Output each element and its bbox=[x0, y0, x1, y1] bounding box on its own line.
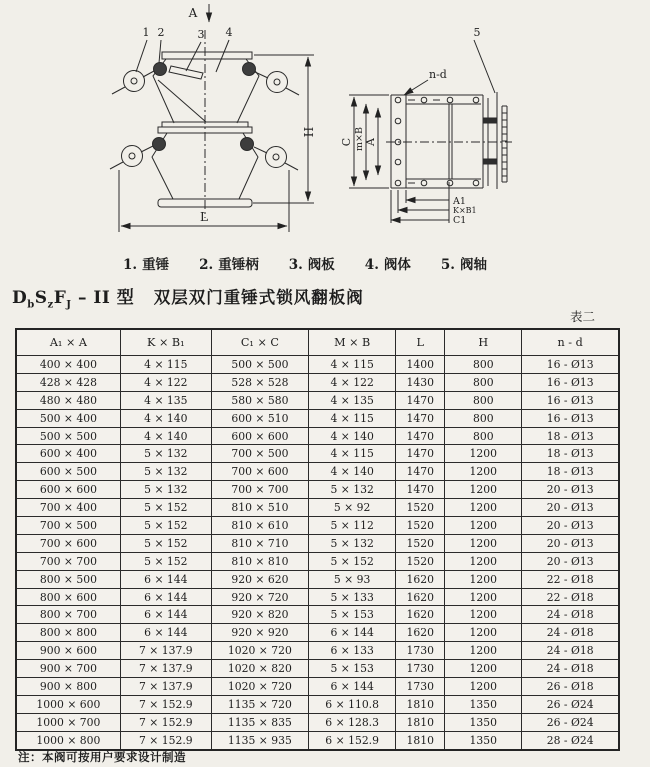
spec-cell: 22 - Ø18 bbox=[522, 588, 619, 606]
spec-cell: 7 × 152.9 bbox=[120, 695, 211, 713]
parts-legend bbox=[0, 253, 610, 273]
spec-cell: 1470 bbox=[396, 481, 445, 499]
leader-line-4 bbox=[216, 40, 229, 72]
spec-cell: 810 × 810 bbox=[211, 552, 308, 570]
spec-cell: 6 × 144 bbox=[120, 624, 211, 642]
legend-item-label: 阀轴 bbox=[459, 257, 487, 273]
spec-cell: 1520 bbox=[396, 534, 445, 552]
spec-cell: 1400 bbox=[396, 356, 445, 374]
spec-cell: 480 × 480 bbox=[16, 391, 120, 409]
spec-cell: 900 × 600 bbox=[16, 642, 120, 660]
spec-cell: 1020 × 820 bbox=[211, 660, 308, 678]
spec-cell: 6 × 144 bbox=[308, 678, 395, 696]
spec-cell: 20 - Ø13 bbox=[522, 481, 619, 499]
dim-label-a1: A1 bbox=[453, 196, 466, 207]
spec-cell: 800 × 500 bbox=[16, 570, 120, 588]
spec-cell: 1200 bbox=[445, 606, 522, 624]
spec-cell: 20 - Ø13 bbox=[522, 517, 619, 535]
spec-cell: 7 × 137.9 bbox=[120, 678, 211, 696]
table-row bbox=[16, 588, 619, 606]
spec-cell: 1620 bbox=[396, 624, 445, 642]
spec-cell: 1520 bbox=[396, 552, 445, 570]
leader-line-5 bbox=[474, 40, 495, 93]
column-header: C₁ × C bbox=[211, 329, 308, 356]
spec-cell: 7 × 152.9 bbox=[120, 731, 211, 749]
spec-cell: 7 × 137.9 bbox=[120, 660, 211, 678]
spec-cell: 800 bbox=[445, 409, 522, 427]
spec-cell: 18 - Ø13 bbox=[522, 427, 619, 445]
leader-line-2 bbox=[159, 40, 161, 63]
spec-cell: 5 × 153 bbox=[308, 660, 395, 678]
spec-cell: 810 × 610 bbox=[211, 517, 308, 535]
column-header: H bbox=[445, 329, 522, 356]
spec-cell: 580 × 580 bbox=[211, 391, 308, 409]
spec-cell: 5 × 153 bbox=[308, 606, 395, 624]
spec-cell: 4 × 140 bbox=[120, 427, 211, 445]
spec-cell: 1810 bbox=[396, 713, 445, 731]
spec-cell: 26 - Ø24 bbox=[522, 695, 619, 713]
spec-cell: 1620 bbox=[396, 606, 445, 624]
spec-cell: 16 - Ø13 bbox=[522, 356, 619, 374]
dim-label-l: L bbox=[200, 210, 208, 224]
pivot-shaft-top-right bbox=[243, 63, 256, 76]
spec-cell: 22 - Ø18 bbox=[522, 570, 619, 588]
counterweight-bottom-left bbox=[110, 146, 153, 170]
spec-cell: 800 × 600 bbox=[16, 588, 120, 606]
spec-cell: 600 × 510 bbox=[211, 409, 308, 427]
table-row bbox=[16, 624, 619, 642]
table-row bbox=[16, 409, 619, 427]
spec-cell: 6 × 133 bbox=[308, 642, 395, 660]
table-row bbox=[16, 356, 619, 374]
spec-cell: 1350 bbox=[445, 695, 522, 713]
model-suffix: – II 型 bbox=[71, 288, 135, 308]
column-header: M × B bbox=[308, 329, 395, 356]
spec-cell: 600 × 500 bbox=[16, 463, 120, 481]
spec-cell: 1000 × 800 bbox=[16, 731, 120, 749]
spec-cell: 5 × 152 bbox=[308, 552, 395, 570]
spec-cell: 20 - Ø13 bbox=[522, 499, 619, 517]
spec-cell: 1730 bbox=[396, 660, 445, 678]
spec-cell: 4 × 115 bbox=[308, 445, 395, 463]
bearing-block-lower bbox=[483, 159, 497, 164]
legend-item bbox=[199, 253, 259, 273]
section-arrow-label: A bbox=[188, 6, 198, 20]
spec-cell: 1200 bbox=[445, 481, 522, 499]
spec-cell: 600 × 400 bbox=[16, 445, 120, 463]
spec-cell: 1470 bbox=[396, 463, 445, 481]
spec-cell: 700 × 500 bbox=[211, 445, 308, 463]
spec-cell: 920 × 820 bbox=[211, 606, 308, 624]
legend-item bbox=[441, 253, 487, 273]
spec-cell: 1470 bbox=[396, 445, 445, 463]
spec-cell: 5 × 132 bbox=[308, 534, 395, 552]
spec-cell: 1200 bbox=[445, 499, 522, 517]
column-header: K × B₁ bbox=[120, 329, 211, 356]
spec-cell: 5 × 93 bbox=[308, 570, 395, 588]
dim-label-c1: C1 bbox=[453, 215, 467, 226]
bearing-block-upper bbox=[483, 118, 497, 123]
spec-table-body bbox=[16, 356, 619, 750]
spec-cell: 4 × 135 bbox=[120, 391, 211, 409]
spec-cell: 1020 × 720 bbox=[211, 642, 308, 660]
dim-label-c: C bbox=[340, 137, 353, 147]
spec-cell: 800 × 700 bbox=[16, 606, 120, 624]
spec-cell: 4 × 140 bbox=[120, 409, 211, 427]
table-row bbox=[16, 570, 619, 588]
part-label-2: 2 bbox=[157, 26, 165, 39]
spec-cell: 800 bbox=[445, 373, 522, 391]
model-letter: S bbox=[34, 288, 48, 308]
spec-cell: 1200 bbox=[445, 624, 522, 642]
spec-cell: 5 × 92 bbox=[308, 499, 395, 517]
spec-cell: 26 - Ø24 bbox=[522, 713, 619, 731]
spec-cell: 24 - Ø18 bbox=[522, 606, 619, 624]
legend-item-number: 2. bbox=[199, 257, 214, 273]
spec-cell: 1000 × 700 bbox=[16, 713, 120, 731]
pivot-shaft-bottom-left bbox=[153, 138, 166, 151]
table-row bbox=[16, 373, 619, 391]
legend-item bbox=[123, 253, 169, 273]
spec-cell: 4 × 135 bbox=[308, 391, 395, 409]
spec-cell: 1200 bbox=[445, 534, 522, 552]
spec-cell: 1135 × 935 bbox=[211, 731, 308, 749]
spec-cell: 5 × 152 bbox=[120, 499, 211, 517]
spec-cell: 6 × 144 bbox=[120, 570, 211, 588]
table-row bbox=[16, 678, 619, 696]
spec-cell: 1620 bbox=[396, 588, 445, 606]
spec-cell: 700 × 400 bbox=[16, 499, 120, 517]
spec-cell: 1730 bbox=[396, 642, 445, 660]
spec-cell: 1200 bbox=[445, 588, 522, 606]
spec-cell: 1135 × 835 bbox=[211, 713, 308, 731]
spec-cell: 900 × 700 bbox=[16, 660, 120, 678]
spec-cell: 1470 bbox=[396, 409, 445, 427]
model-subscript: z bbox=[47, 299, 54, 311]
legend-item-number: 5. bbox=[440, 257, 455, 273]
spec-cell: 1200 bbox=[445, 570, 522, 588]
leader-line-1 bbox=[136, 40, 147, 72]
table-row bbox=[16, 481, 619, 499]
pivot-shaft-top-left bbox=[154, 63, 167, 76]
spec-cell: 6 × 152.9 bbox=[308, 731, 395, 749]
spec-cell: 1350 bbox=[445, 713, 522, 731]
spec-cell: 600 × 600 bbox=[211, 427, 308, 445]
spec-cell: 1135 × 720 bbox=[211, 695, 308, 713]
spec-cell: 920 × 620 bbox=[211, 570, 308, 588]
part-label-5: 5 bbox=[473, 26, 481, 39]
part-label-4: 4 bbox=[225, 26, 233, 39]
model-letter: F bbox=[53, 288, 67, 308]
spec-cell: 4 × 122 bbox=[308, 373, 395, 391]
spec-cell: 900 × 800 bbox=[16, 678, 120, 696]
table-row bbox=[16, 445, 619, 463]
spec-cell: 800 bbox=[445, 356, 522, 374]
spec-cell: 7 × 152.9 bbox=[120, 713, 211, 731]
spec-cell: 1620 bbox=[396, 570, 445, 588]
table-row bbox=[16, 731, 619, 749]
spec-table bbox=[15, 328, 620, 751]
spec-cell: 1520 bbox=[396, 517, 445, 535]
spec-cell: 800 × 800 bbox=[16, 624, 120, 642]
spec-cell: 1730 bbox=[396, 678, 445, 696]
table-row bbox=[16, 499, 619, 517]
flap-plate bbox=[169, 66, 203, 79]
spec-cell: 1470 bbox=[396, 391, 445, 409]
spec-cell: 1020 × 720 bbox=[211, 678, 308, 696]
spec-cell: 1200 bbox=[445, 660, 522, 678]
part-label-3: 3 bbox=[197, 28, 205, 41]
counterweight-bottom-right bbox=[254, 147, 298, 171]
part-label-1: 1 bbox=[142, 26, 150, 39]
spec-cell: 700 × 500 bbox=[16, 517, 120, 535]
spec-cell: 1350 bbox=[445, 731, 522, 749]
spec-cell: 920 × 720 bbox=[211, 588, 308, 606]
spec-cell: 20 - Ø13 bbox=[522, 534, 619, 552]
spec-cell: 1000 × 600 bbox=[16, 695, 120, 713]
spec-cell: 5 × 132 bbox=[308, 481, 395, 499]
spec-cell: 700 × 700 bbox=[211, 481, 308, 499]
footer-note: 注：本阀可按用户要求设计制造 bbox=[18, 750, 186, 764]
spec-cell: 1200 bbox=[445, 552, 522, 570]
spec-cell: 16 - Ø13 bbox=[522, 391, 619, 409]
spec-cell: 5 × 132 bbox=[120, 445, 211, 463]
spec-cell: 18 - Ø13 bbox=[522, 445, 619, 463]
legend-item-label: 阀体 bbox=[383, 257, 411, 273]
legend-item bbox=[289, 253, 335, 273]
spec-cell: 24 - Ø18 bbox=[522, 642, 619, 660]
side-view-drawing bbox=[340, 26, 512, 226]
spec-cell: 1200 bbox=[445, 517, 522, 535]
legend-item-label: 重锤柄 bbox=[218, 257, 259, 273]
column-header: A₁ × A bbox=[16, 329, 120, 356]
spec-cell: 4 × 115 bbox=[308, 409, 395, 427]
spec-cell: 4 × 115 bbox=[308, 356, 395, 374]
spec-cell: 810 × 710 bbox=[211, 534, 308, 552]
spec-cell: 1470 bbox=[396, 427, 445, 445]
legend-item-number: 3. bbox=[288, 257, 303, 273]
spec-cell: 800 bbox=[445, 427, 522, 445]
model-designation bbox=[12, 288, 135, 311]
spec-cell: 500 × 400 bbox=[16, 409, 120, 427]
model-subscript: J bbox=[66, 299, 72, 311]
table-row bbox=[16, 534, 619, 552]
column-header: n - d bbox=[522, 329, 619, 356]
counterweight-top-right bbox=[255, 72, 299, 96]
table-row bbox=[16, 517, 619, 535]
spec-cell: 5 × 133 bbox=[308, 588, 395, 606]
spec-cell: 16 - Ø13 bbox=[522, 409, 619, 427]
spec-cell: 28 - Ø24 bbox=[522, 731, 619, 749]
table-row bbox=[16, 463, 619, 481]
spec-cell: 5 × 132 bbox=[120, 463, 211, 481]
legend-item-number: 1. bbox=[123, 257, 138, 273]
spec-cell: 4 × 140 bbox=[308, 427, 395, 445]
spec-cell: 4 × 140 bbox=[308, 463, 395, 481]
table-row bbox=[16, 427, 619, 445]
spec-cell: 1810 bbox=[396, 731, 445, 749]
spec-cell: 500 × 500 bbox=[16, 427, 120, 445]
end-cap-comb bbox=[502, 106, 507, 182]
spec-cell: 6 × 110.8 bbox=[308, 695, 395, 713]
column-header: L bbox=[396, 329, 445, 356]
model-letter: D bbox=[12, 288, 28, 308]
legend-item-label: 阀板 bbox=[307, 257, 335, 273]
spec-cell: 4 × 122 bbox=[120, 373, 211, 391]
spec-cell: 18 - Ø13 bbox=[522, 463, 619, 481]
table-row bbox=[16, 642, 619, 660]
spec-cell: 700 × 700 bbox=[16, 552, 120, 570]
spec-cell: 16 - Ø13 bbox=[522, 373, 619, 391]
spec-cell: 500 × 500 bbox=[211, 356, 308, 374]
spec-cell: 20 - Ø13 bbox=[522, 552, 619, 570]
legend-item-number: 4. bbox=[364, 257, 379, 273]
spec-cell: 1200 bbox=[445, 642, 522, 660]
valve-name: 双层双门重锤式锁风翻板阀 bbox=[153, 288, 364, 307]
legend-item bbox=[365, 253, 411, 273]
top-flange bbox=[162, 52, 252, 59]
spec-cell: 1200 bbox=[445, 678, 522, 696]
spec-cell: 700 × 600 bbox=[16, 534, 120, 552]
spec-cell: 1200 bbox=[445, 445, 522, 463]
page-title bbox=[12, 283, 364, 310]
spec-cell: 1430 bbox=[396, 373, 445, 391]
dim-label-kb1: K×B1 bbox=[453, 206, 477, 215]
spec-cell: 5 × 152 bbox=[120, 534, 211, 552]
dim-label-h: H bbox=[302, 126, 316, 138]
front-view-drawing bbox=[110, 4, 316, 232]
spec-cell: 5 × 132 bbox=[120, 481, 211, 499]
table-row bbox=[16, 695, 619, 713]
model-subscript: b bbox=[27, 299, 35, 311]
spec-cell: 6 × 128.3 bbox=[308, 713, 395, 731]
dim-label-a: A bbox=[364, 138, 377, 146]
nd-leader-arrow bbox=[404, 80, 428, 95]
spec-cell: 5 × 152 bbox=[120, 517, 211, 535]
valve-technical-drawings bbox=[0, 0, 650, 252]
open-flap-line bbox=[158, 80, 206, 122]
spec-cell: 5 × 112 bbox=[308, 517, 395, 535]
spec-cell: 1200 bbox=[445, 463, 522, 481]
counterweight-top-left bbox=[112, 71, 154, 95]
spec-cell: 428 × 428 bbox=[16, 373, 120, 391]
bolt-spec-label: n-d bbox=[429, 68, 447, 81]
spec-cell: 1810 bbox=[396, 695, 445, 713]
spec-cell: 810 × 510 bbox=[211, 499, 308, 517]
spec-cell: 6 × 144 bbox=[120, 588, 211, 606]
spec-cell: 800 bbox=[445, 391, 522, 409]
spec-cell: 400 × 400 bbox=[16, 356, 120, 374]
table-row bbox=[16, 660, 619, 678]
table-row bbox=[16, 713, 619, 731]
table-row bbox=[16, 606, 619, 624]
spec-cell: 6 × 144 bbox=[308, 624, 395, 642]
spec-table-header-row bbox=[16, 329, 619, 356]
table-caption: 表二 bbox=[570, 309, 596, 324]
spec-cell: 5 × 152 bbox=[120, 552, 211, 570]
spec-cell: 600 × 600 bbox=[16, 481, 120, 499]
spec-cell: 4 × 115 bbox=[120, 356, 211, 374]
spec-cell: 7 × 137.9 bbox=[120, 642, 211, 660]
spec-cell: 6 × 144 bbox=[120, 606, 211, 624]
pivot-shaft-bottom-right bbox=[241, 138, 254, 151]
spec-cell: 24 - Ø18 bbox=[522, 624, 619, 642]
spec-cell: 26 - Ø18 bbox=[522, 678, 619, 696]
spec-cell: 700 × 600 bbox=[211, 463, 308, 481]
dim-label-mb: m×B bbox=[354, 127, 365, 151]
spec-cell: 1520 bbox=[396, 499, 445, 517]
table-row bbox=[16, 552, 619, 570]
spec-cell: 528 × 528 bbox=[211, 373, 308, 391]
spec-cell: 920 × 920 bbox=[211, 624, 308, 642]
spec-cell: 24 - Ø18 bbox=[522, 660, 619, 678]
leader-line-3 bbox=[186, 42, 201, 71]
table-row bbox=[16, 391, 619, 409]
legend-item-label: 重锤 bbox=[142, 257, 170, 273]
